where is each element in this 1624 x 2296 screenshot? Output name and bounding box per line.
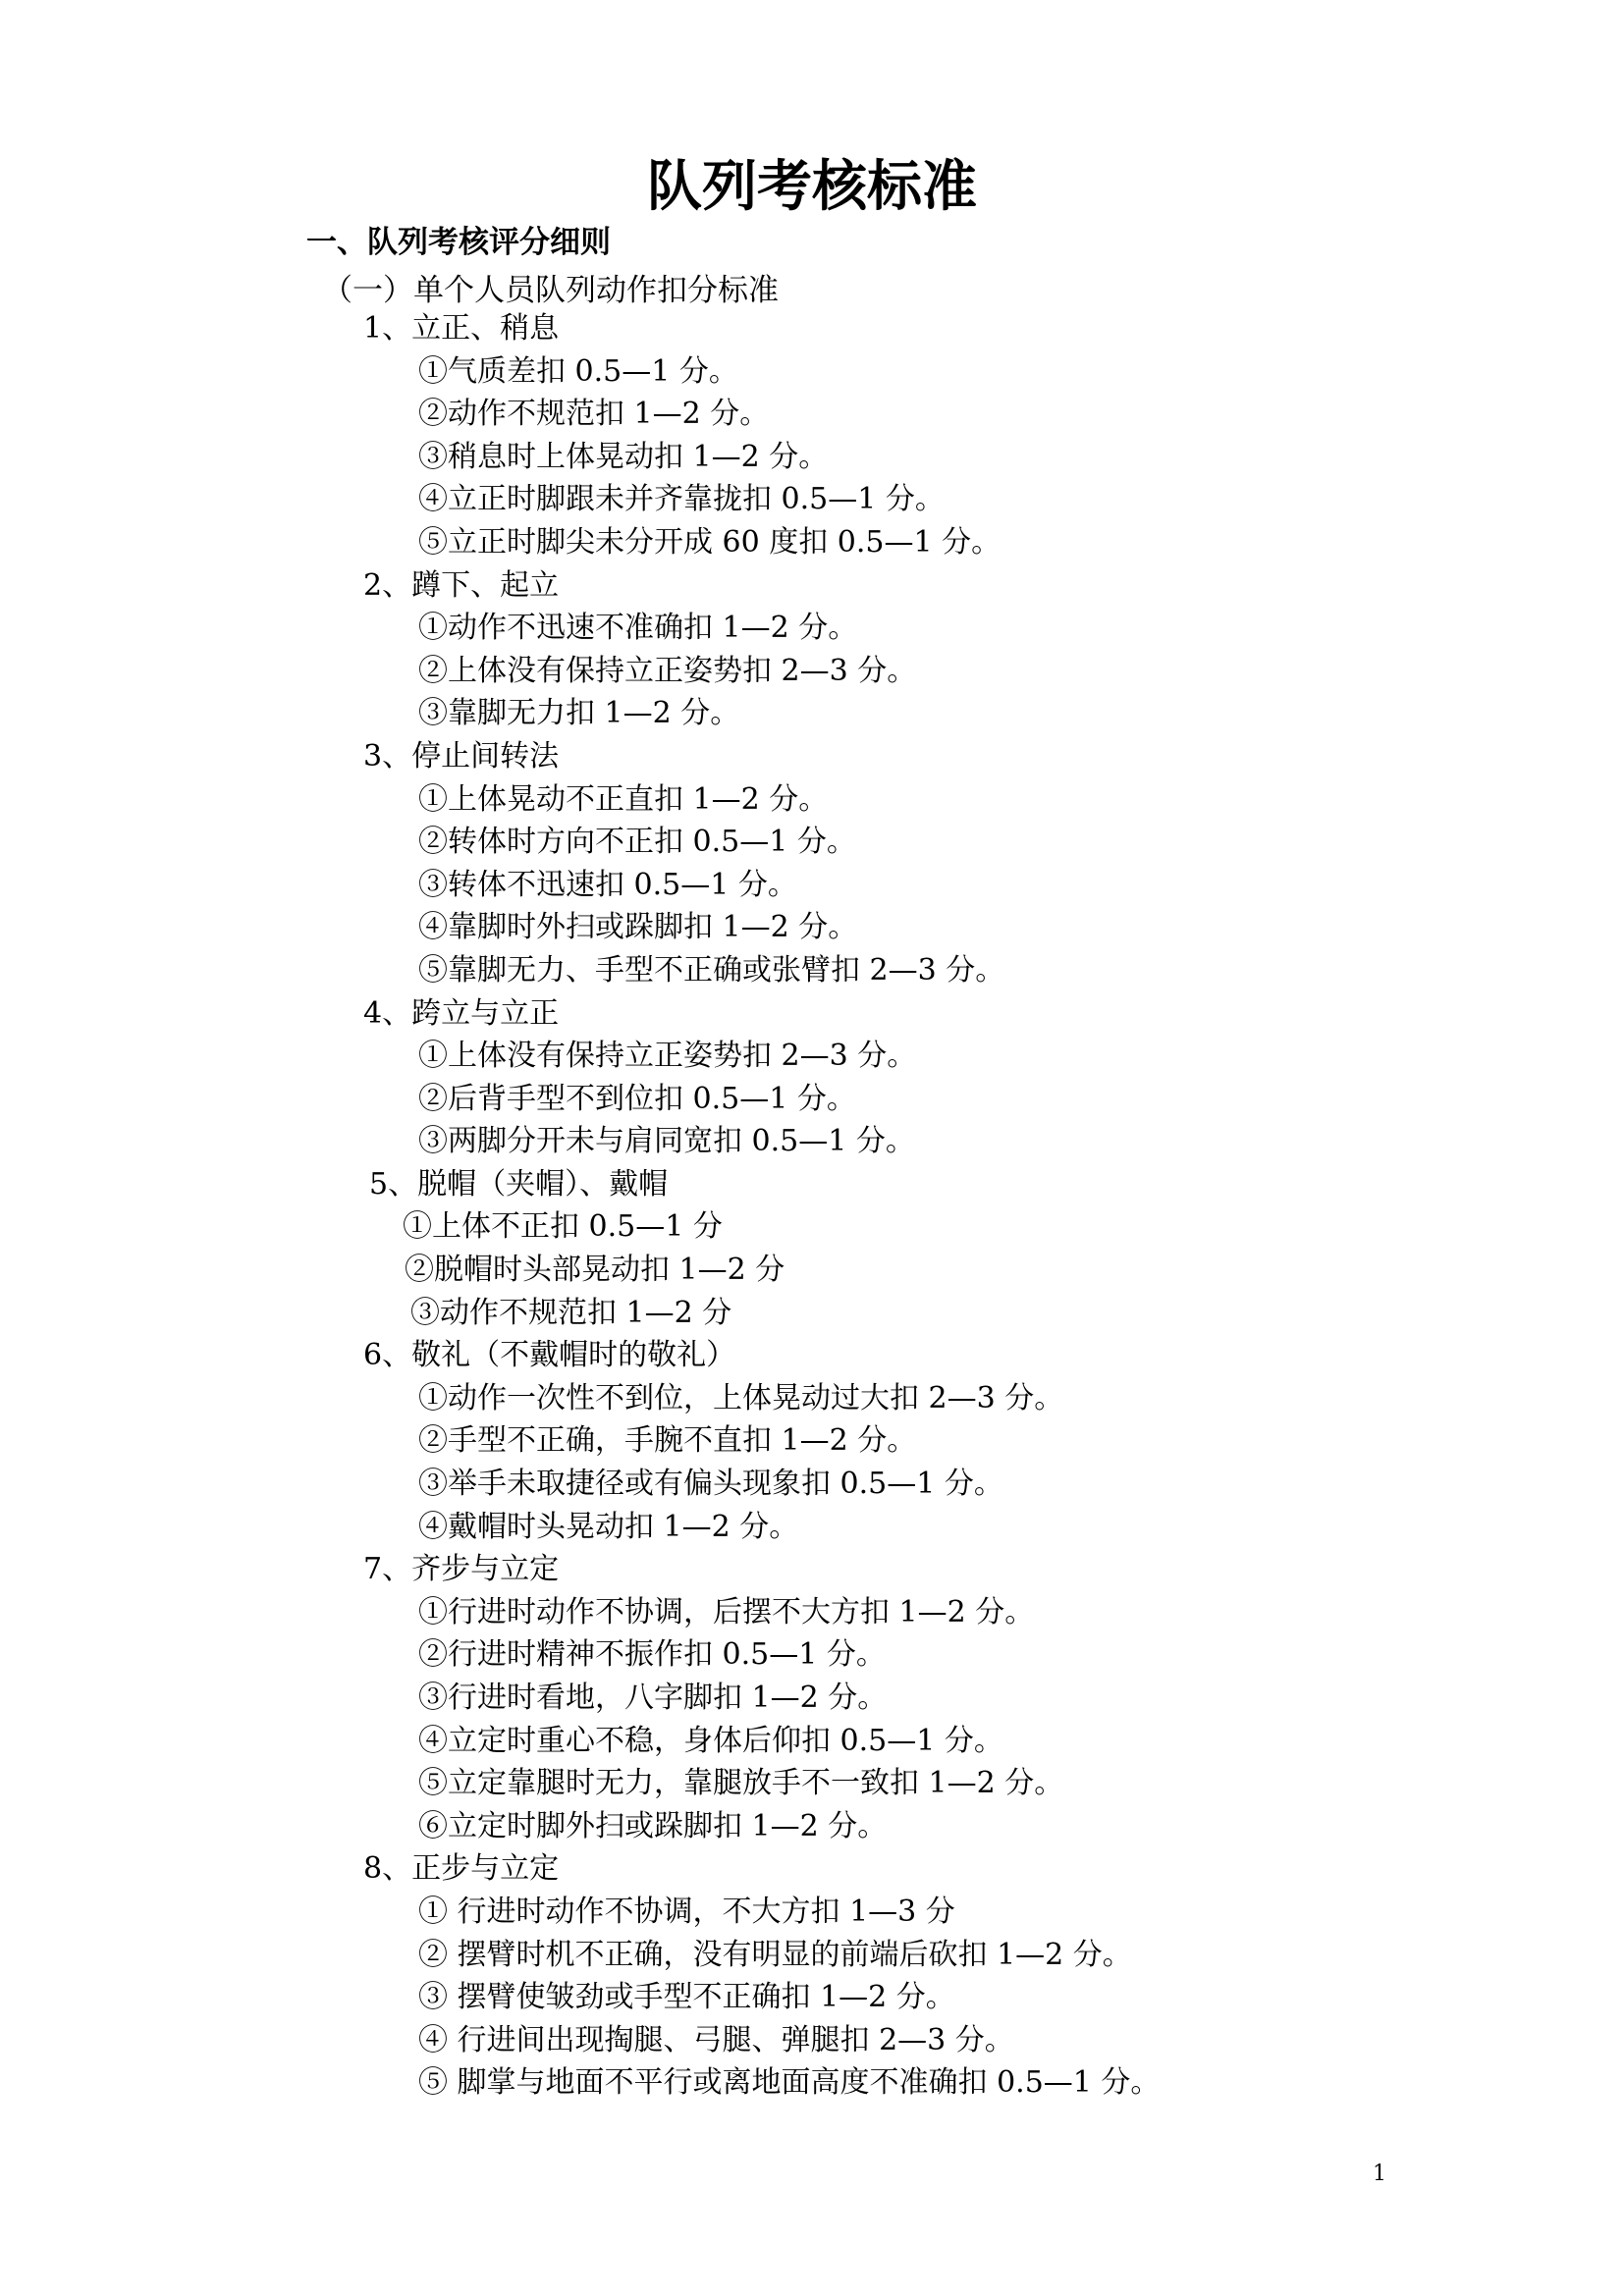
- criteria-item: ①上体没有保持立正姿势扣 2—3 分。: [418, 1039, 917, 1074]
- criteria-item: ②行进时精神不振作扣 0.5—1 分。: [418, 1637, 886, 1673]
- criteria-section-label: 8、正步与立定: [363, 1851, 560, 1887]
- criteria-item: ②后背手型不到位扣 0.5—1 分。: [418, 1081, 856, 1116]
- criteria-section-label: 6、敬礼（不戴帽时的敬礼）: [363, 1338, 736, 1373]
- criteria-item: ⑤立定靠腿时无力，靠腿放手不一致扣 1—2 分。: [418, 1766, 1064, 1801]
- criteria-item: ①动作不迅速不准确扣 1—2 分。: [418, 611, 858, 646]
- criteria-section-label: 7、齐步与立定: [363, 1552, 560, 1587]
- criteria-item: ⑤立正时脚尖未分开成 60 度扣 0.5—1 分。: [418, 524, 1001, 560]
- criteria-item: ②手型不正确，手腕不直扣 1—2 分。: [418, 1423, 917, 1459]
- criteria-section-label: 5、脱帽（夹帽）、戴帽: [369, 1166, 669, 1201]
- criteria-item: ③靠脚无力扣 1—2 分。: [418, 696, 740, 731]
- criteria-item: ③举手未取捷径或有偏头现象扣 0.5—1 分。: [418, 1467, 1003, 1502]
- criteria-item: ⑤ 脚掌与地面不平行或离地面高度不准确扣 0.5—1 分。: [418, 2065, 1161, 2101]
- criteria-item: ⑥立定时脚外扫或跺脚扣 1—2 分。: [418, 1808, 888, 1843]
- section-heading: 一、队列考核评分细则: [306, 225, 611, 260]
- criteria-item: ④戴帽时头晃动扣 1—2 分。: [418, 1509, 799, 1544]
- criteria-section-label: 3、停止间转法: [363, 738, 560, 774]
- criteria-item: ①行进时动作不协调，后摆不大方扣 1—2 分。: [418, 1594, 1035, 1629]
- criteria-item: ③稍息时上体晃动扣 1—2 分。: [418, 439, 829, 474]
- criteria-item: ①上体晃动不正直扣 1—2 分。: [418, 781, 829, 817]
- criteria-list: [0, 307, 1624, 2105]
- criteria-item: ④立正时脚跟未并齐靠拢扣 0.5—1 分。: [418, 482, 945, 517]
- criteria-item: ② 摆臂时机不正确，没有明显的前端后砍扣 1—2 分。: [418, 1937, 1132, 1972]
- criteria-section-label: 4、跨立与立正: [363, 995, 560, 1031]
- criteria-item: ②动作不规范扣 1—2 分。: [418, 397, 770, 432]
- criteria-item: ①上体不正扣 0.5—1 分: [403, 1209, 723, 1245]
- criteria-item: ③行进时看地，八字脚扣 1—2 分。: [418, 1681, 888, 1715]
- criteria-item: ③动作不规范扣 1—2 分: [410, 1295, 732, 1330]
- criteria-item: ④ 行进间出现掏腿、弓腿、弹腿扣 2—3 分。: [418, 2022, 1014, 2057]
- criteria-item: ②脱帽时头部晃动扣 1—2 分: [405, 1253, 785, 1288]
- criteria-item: ① 行进时动作不协调，不大方扣 1—3 分: [418, 1894, 955, 1929]
- criteria-item: ②转体时方向不正扣 0.5—1 分。: [418, 825, 856, 860]
- criteria-item: ③两脚分开未与肩同宽扣 0.5—1 分。: [418, 1124, 915, 1159]
- criteria-item: ①动作一次性不到位，上体晃动过大扣 2—3 分。: [418, 1380, 1064, 1415]
- criteria-item: ③ 摆臂使皱劲或手型不正确扣 1—2 分。: [418, 1980, 955, 2015]
- criteria-item: ⑤靠脚无力、手型不正确或张臂扣 2—3 分。: [418, 952, 1005, 988]
- criteria-item: ④靠脚时外扫或跺脚扣 1—2 分。: [418, 910, 858, 945]
- criteria-item: ①气质差扣 0.5—1 分。: [418, 353, 738, 389]
- subsection-heading: （一）单个人员队列动作扣分标准: [322, 273, 779, 308]
- criteria-item: ③转体不迅速扣 0.5—1 分。: [418, 867, 797, 902]
- criteria-section-label: 1、立正、稍息: [363, 311, 560, 346]
- criteria-item: ②上体没有保持立正姿势扣 2—3 分。: [418, 653, 917, 688]
- criteria-item: ④立定时重心不稳，身体后仰扣 0.5—1 分。: [418, 1723, 1003, 1758]
- criteria-section-label: 2、蹲下、起立: [363, 567, 560, 603]
- page-number: 1: [1373, 2162, 1386, 2186]
- document-title: 队列考核标准: [647, 155, 977, 219]
